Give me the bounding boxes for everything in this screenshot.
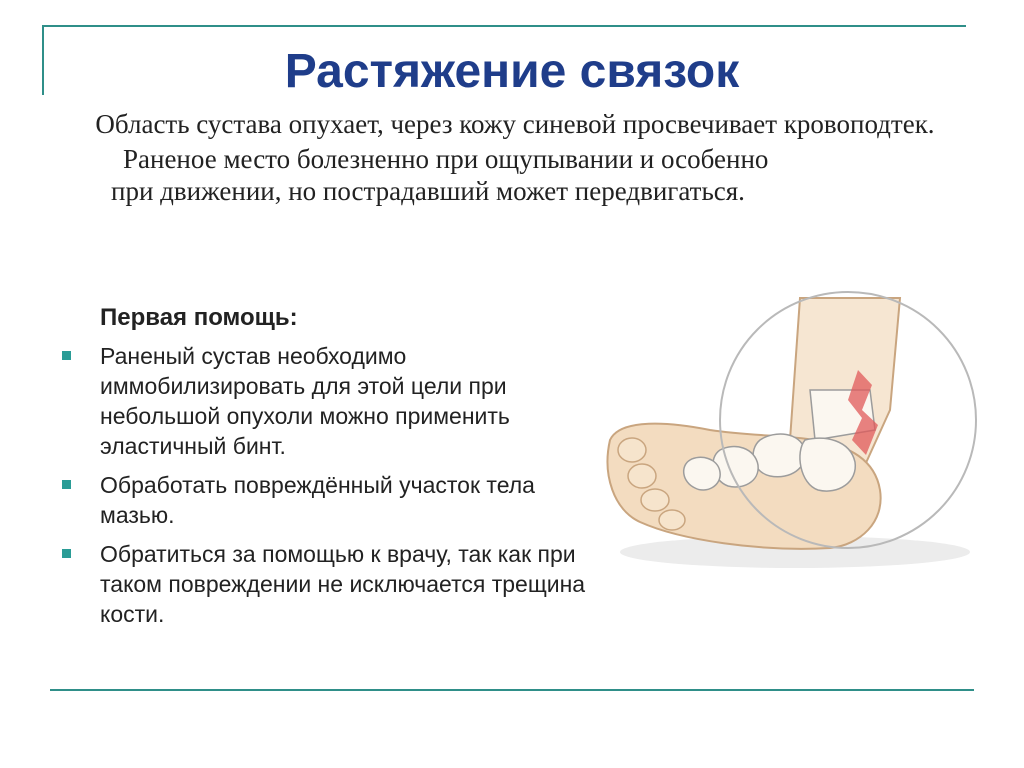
- first-aid-heading: Первая помощь:: [100, 304, 298, 331]
- intro-paragraph-2-line-2: при движении, но пострадавший может передвигаться.: [111, 176, 745, 206]
- list-item-text: Обработать повреждённый участок тела мазью.: [100, 472, 535, 528]
- bullet-square-icon: [62, 480, 71, 489]
- bullet-square-icon: [62, 549, 71, 558]
- intro-text: [75, 108, 955, 207]
- intro-paragraph-2: [75, 143, 955, 207]
- toe: [641, 489, 669, 511]
- intro-paragraph-2-line-1: Раненое место болезненно при ощупывании и особенно: [123, 144, 769, 174]
- list-item-text: Раненый сустав необходимо иммобилизировать для этой цели при небольшой опухоли можно применить эластичный бинт.: [100, 343, 510, 459]
- top-rule: [42, 25, 966, 27]
- list-item: [62, 539, 602, 629]
- list-item: [62, 470, 602, 530]
- list-item-text: Обратиться за помощью к врачу, так как при таком повреждении не исключается трещина кости.: [100, 541, 586, 627]
- intro-paragraph-1: Область сустава опухает, через кожу синевой просвечивает кровоподтек.: [95, 109, 935, 139]
- list-item: [62, 341, 602, 461]
- sprained-ankle-illustration: [600, 290, 980, 590]
- toe: [618, 438, 646, 462]
- toe: [659, 510, 685, 530]
- bottom-rule: [50, 689, 974, 691]
- toe: [628, 464, 656, 488]
- bullet-square-icon: [62, 351, 71, 360]
- first-aid-list: [62, 341, 602, 638]
- page-title: Растяжение связок: [284, 45, 740, 98]
